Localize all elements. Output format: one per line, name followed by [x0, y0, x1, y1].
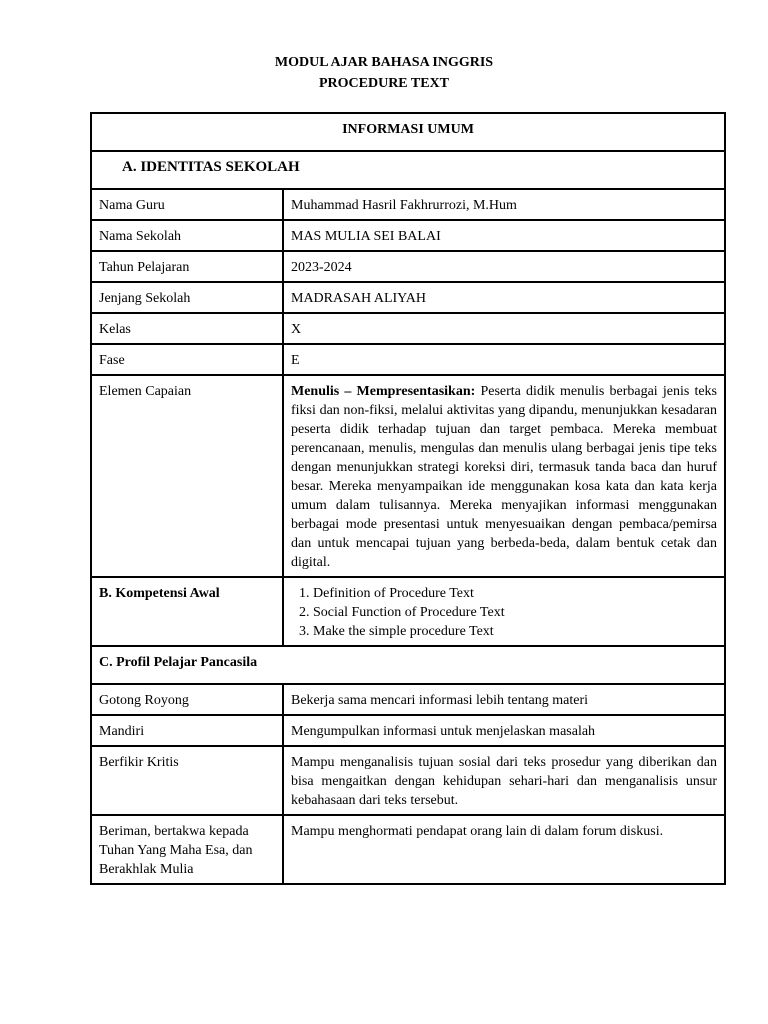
document-subtitle: PROCEDURE TEXT	[318, 76, 450, 91]
row-label: Gotong Royong	[91, 684, 283, 715]
row-value: Mampu menghormati pendapat orang lain di dalam forum diskusi.	[283, 815, 725, 884]
table-row	[91, 189, 725, 220]
table-row	[91, 251, 725, 282]
informasi-umum-table	[90, 112, 726, 885]
document-header	[0, 52, 768, 94]
row-value: X	[283, 313, 725, 344]
table-row	[91, 715, 725, 746]
table-row	[91, 220, 725, 251]
list-item: 3. Make the simple procedure Text	[313, 622, 717, 641]
row-label: Nama Sekolah	[91, 220, 283, 251]
section-a-heading: A. IDENTITAS SEKOLAH	[91, 151, 725, 189]
kompetensi-list	[291, 584, 717, 641]
row-label: Jenjang Sekolah	[91, 282, 283, 313]
table-row	[91, 684, 725, 715]
table-row	[91, 313, 725, 344]
table-row	[91, 375, 725, 577]
row-label: Fase	[91, 344, 283, 375]
row-value: E	[283, 344, 725, 375]
row-label: Elemen Capaian	[91, 375, 283, 577]
table-row	[91, 282, 725, 313]
table-row	[91, 344, 725, 375]
elemen-capaian-lead: Menulis – Mempresentasikan:	[291, 384, 476, 399]
section-b-heading: B. Kompetensi Awal	[91, 577, 283, 646]
informasi-umum-heading: INFORMASI UMUM	[91, 113, 725, 151]
elemen-capaian-body: Peserta didik menulis berbagai jenis teks fiksi dan non-fiksi, melalui aktivitas yang dipandu, menunjukkan kesadaran peserta didik terhadap tujuan dan target pembaca. Mereka membuat perencanaan, menulis, mengulas dan menulis ulang berbagai jenis tipe teks dengan menunjukkan strategi koreksi diri, termasuk tanda baca dan huruf besar. Mereka menyampaikan ide menggunakan kosa kata dan kata kerja umum dalam tulisannya. Mereka menyajikan informasi menggunakan berbagai mode presentasi untuk menyesuaikan dengan pembaca/pemirsa dan untuk mencapai tujuan yang berbeda-beda, dalam bentuk cetak dan digital.	[291, 384, 718, 570]
row-value: MADRASAH ALIYAH	[283, 282, 725, 313]
table-row	[91, 815, 725, 884]
row-label: Tahun Pelajaran	[91, 251, 283, 282]
row-value: Bekerja sama mencari informasi lebih tentang materi	[283, 684, 725, 715]
row-label: Mandiri	[91, 715, 283, 746]
elemen-capaian-text	[283, 375, 725, 577]
list-item: 1. Definition of Procedure Text	[313, 584, 717, 603]
table-row	[91, 646, 725, 684]
row-label: Nama Guru	[91, 189, 283, 220]
row-value: Muhammad Hasril Fakhrurrozi, M.Hum	[283, 189, 725, 220]
row-label: Berfikir Kritis	[91, 746, 283, 815]
table-row	[91, 151, 725, 189]
row-value: Mengumpulkan informasi untuk menjelaskan masalah	[283, 715, 725, 746]
table-row	[91, 577, 725, 646]
kompetensi-list-cell	[283, 577, 725, 646]
row-value: Mampu menganalisis tujuan sosial dari teks prosedur yang diberikan dan bisa mengaitkan dengan kehidupan sehari-hari dan menganalisis unsur kebahasaan dari teks tersebut.	[283, 746, 725, 815]
row-value: MAS MULIA SEI BALAI	[283, 220, 725, 251]
document-title: MODUL AJAR BAHASA INGGRIS	[274, 55, 494, 70]
row-label: Beriman, bertakwa kepada Tuhan Yang Maha Esa, dan Berakhlak Mulia	[91, 815, 283, 884]
table-row	[91, 113, 725, 151]
row-label: Kelas	[91, 313, 283, 344]
table-row	[91, 746, 725, 815]
list-item: 2. Social Function of Procedure Text	[313, 603, 717, 622]
row-value: 2023-2024	[283, 251, 725, 282]
section-c-heading: C. Profil Pelajar Pancasila	[91, 646, 725, 684]
